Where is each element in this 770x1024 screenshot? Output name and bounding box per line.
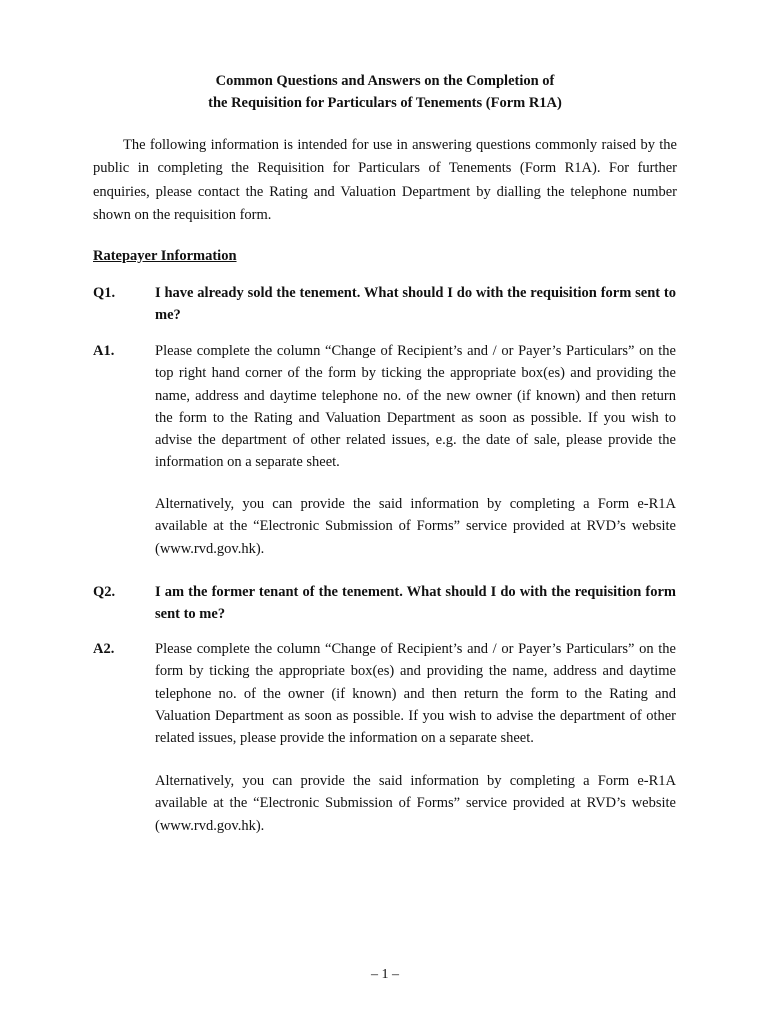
question-label-q1: Q1. <box>93 285 116 301</box>
page-number: – 1 – <box>371 967 399 982</box>
answer-label-a2: A2. <box>93 641 115 657</box>
answer-text-a2: Please complete the column “Change of Recipient’s and / or Payer’s Particulars” on the form by ticking the appropriate box(es) and providing the name, address and daytime telephone no. of the owner (if known) and then return the form to the Rating and Valuation Department as soon as possible. If you wish to advise the department of other related issues, please provide the information on a separate sheet. <box>155 641 676 747</box>
document-title-line-2: the Requisition for Particulars of Tenements (Form R1A) <box>208 95 562 111</box>
answer-label-a1: A1. <box>93 343 115 359</box>
answer-text-a1: Please complete the column “Change of Recipient’s and / or Payer’s Particulars” on the top right hand corner of the form by ticking the appropriate box(es) and providing the name, address and daytime telephone no. of the new owner (if known) and then return the form to the Rating and Valuation Department as soon as possible. If you wish to advise the department of other related issues, e.g. the date of sale, please provide the information on a separate sheet. <box>155 343 676 471</box>
intro-paragraph: The following information is intended for use in answering questions commonly raised by the public in completing the Requisition for Particulars of Tenements (Form R1A). For further enquiries, please contact the Rating and Valuation Department by dialling the telephone number shown on the requisition form. <box>93 137 677 223</box>
question-label-q2: Q2. <box>93 584 116 600</box>
question-text-q1: I have already sold the tenement. What should I do with the requisition form sent to me? <box>155 285 676 324</box>
document-title-line-1: Common Questions and Answers on the Completion of <box>215 73 555 89</box>
answer-text-a2-alternative: Alternatively, you can provide the said information by completing a Form e-R1A available at the “Electronic Submission of Forms” service provided at RVD’s website (www.rvd.gov.hk). <box>155 773 676 834</box>
answer-text-a1-alternative: Alternatively, you can provide the said information by completing a Form e-R1A available at the “Electronic Submission of Forms” service provided at RVD’s website (www.rvd.gov.hk). <box>155 496 676 557</box>
section-heading-ratepayer-information: Ratepayer Information <box>93 248 237 264</box>
question-text-q2: I am the former tenant of the tenement. What should I do with the requisition form sent to me? <box>155 584 676 623</box>
